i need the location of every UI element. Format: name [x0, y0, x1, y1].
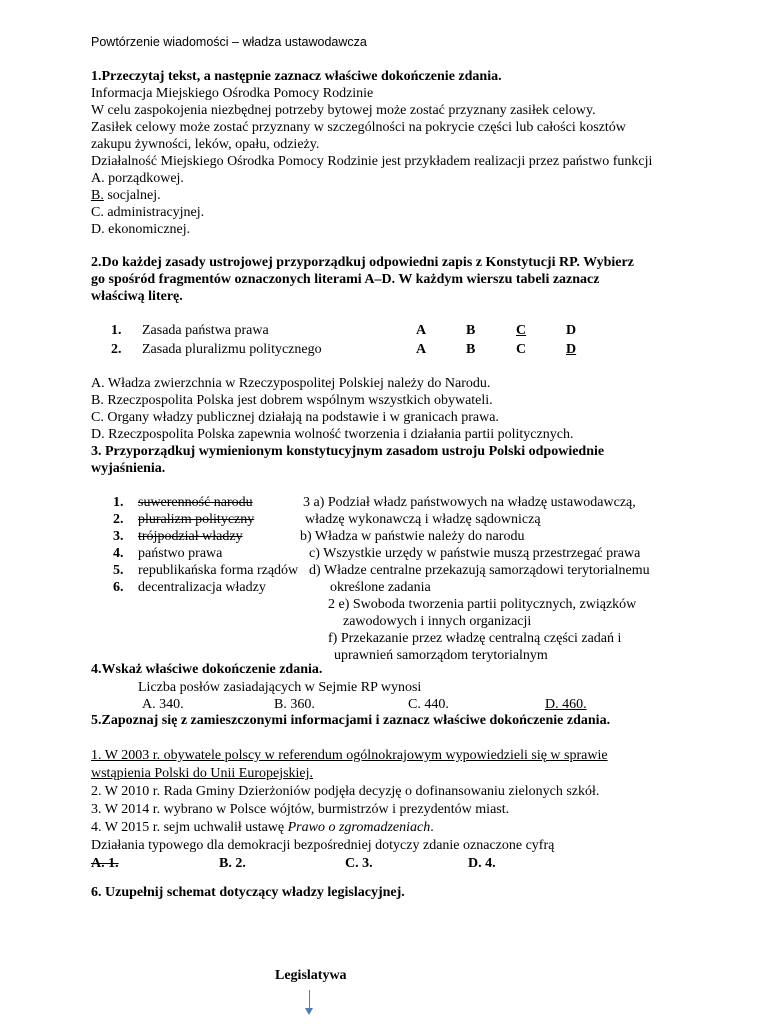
q4-option-b[interactable]: B. 360.: [274, 697, 315, 712]
q1-line: zakupu żywności, leków, opału, odzieży.: [91, 137, 320, 152]
q3-principle: republikańska forma rządów: [138, 563, 299, 578]
q2-fragment: A. Władza zwierzchnia w Rzeczypospolitej Polskiej należy do Narodu.: [91, 376, 491, 391]
q5-item: wstąpienia Polski do Unii Europejskiej.: [91, 766, 314, 781]
q3-principle: państwo prawa: [138, 546, 223, 561]
q2-row1-choice-b[interactable]: B: [466, 323, 476, 338]
q3-principle-number: 3.: [113, 529, 124, 544]
q3-principle-crossed: pluralizm polityczny: [138, 512, 255, 527]
q1-line: Informacja Miejskiego Ośrodka Pomocy Rodzinie: [91, 86, 374, 101]
q1-line: W celu zaspokojenia niezbędnej potrzeby bytowej może zostać przyznany zasiłek celowy.: [91, 103, 596, 118]
q1-line: Zasiłek celowy może zostać przyznany w szczególności na pokrycie części lub całości kosztów: [91, 120, 626, 135]
q2-row-number: 1.: [111, 323, 122, 338]
selected-answer-mark: B.: [91, 188, 104, 203]
q3-explanation: b) Władza w państwie należy do narodu: [300, 529, 525, 544]
q3-explanation: c) Wszystkie urzędy w państwie muszą przestrzegać prawa: [309, 546, 641, 561]
page-header: Powtórzenie wiadomości – władza ustawodawcza: [91, 35, 367, 49]
q5-option-a[interactable]: A. 1.: [91, 856, 119, 871]
q2-row1-choice-c[interactable]: C: [516, 323, 527, 338]
q1-option-a[interactable]: A. porządkowej.: [91, 171, 184, 186]
q3-principle-number: 2.: [113, 512, 124, 527]
diagram-label-legislature: Legislatywa: [275, 968, 347, 983]
q1-option-d[interactable]: D. ekonomicznej.: [91, 222, 191, 237]
q5-item: 3. W 2014 r. wybrano w Polsce wójtów, burmistrzów i prezydentów miast.: [91, 802, 510, 817]
q2-row2-choice-d[interactable]: D: [566, 342, 577, 357]
q2-row-principle: Zasada państwa prawa: [142, 323, 269, 338]
q3-principle-number: 4.: [113, 546, 124, 561]
q3-explanation: uprawnień samorządom terytorialnym: [334, 648, 548, 663]
q2-row2-choice-a[interactable]: A: [416, 342, 427, 357]
q3-explanation: władzę wykonawczą i władzę sądowniczą: [305, 512, 541, 527]
q3-principle-number: 6.: [113, 580, 124, 595]
q4-option-a[interactable]: A. 340.: [142, 697, 184, 712]
arrow-down-icon: [305, 1008, 313, 1015]
q4-stem: Liczba posłów zasiadających w Sejmie RP wynosi: [138, 680, 422, 695]
q2-fragment: B. Rzeczpospolita Polska jest dobrem wspólnym wszystkich obywateli.: [91, 393, 493, 408]
q3-explanation: d) Władze centralne przekazują samorządowi terytorialnemu: [309, 563, 650, 578]
q5-item: 4. W 2015 r. sejm uchwalił ustawę Prawo o zgromadzeniach.: [91, 820, 434, 835]
q3-explanation: f) Przekazanie przez władzę centralną części zadań i: [328, 631, 622, 646]
q2-row-principle: Zasada pluralizmu politycznego: [142, 342, 322, 357]
q2-row1-choice-a[interactable]: A: [416, 323, 427, 338]
q4-option-d[interactable]: D. 460.: [545, 697, 587, 712]
q5-item: 1. W 2003 r. obywatele polscy w referendum ogólnokrajowym wypowiedzieli się w sprawie: [91, 748, 608, 763]
q3-explanation: zawodowych i innych organizacji: [343, 614, 532, 629]
q2-row1-choice-d[interactable]: D: [566, 323, 577, 338]
q1-option-c[interactable]: C. administracyjnej.: [91, 205, 205, 220]
q3-explanation: 2 e) Swoboda tworzenia partii politycznych, związków: [328, 597, 637, 612]
q3-title-line: 3. Przyporządkuj wymienionym konstytucyjnym zasadom ustroju Polski odpowiednie: [91, 444, 605, 459]
q2-fragment: D. Rzeczpospolita Polska zapewnia wolność tworzenia i działania partii politycznych.: [91, 427, 574, 442]
q4-title: 4.Wskaż właściwe dokończenie zdania.: [91, 662, 323, 677]
q5-item: 2. W 2010 r. Rada Gminy Dzierżoniów podjęła decyzję o dofinansowaniu zielonych szkół.: [91, 784, 600, 799]
q2-row2-choice-b[interactable]: B: [466, 342, 476, 357]
q5-option-d[interactable]: D. 4.: [468, 856, 496, 871]
q3-principle-number: 5.: [113, 563, 124, 578]
q2-row2-choice-c[interactable]: C: [516, 342, 527, 357]
q1-line: Działalność Miejskiego Ośrodka Pomocy Rodzinie jest przykładem realizacji przez państwo funkcji: [91, 154, 653, 169]
q3-principle-crossed: trójpodział władzy: [138, 529, 243, 544]
q3-principle: decentralizacja władzy: [138, 580, 266, 595]
q2-title-line: 2.Do każdej zasady ustrojowej przyporządkuj odpowiedni zapis z Konstytucji RP. Wybierz: [91, 255, 634, 270]
q5-title: 5.Zapoznaj się z zamieszczonymi informacjami i zaznacz właściwe dokończenie zdania.: [91, 713, 611, 728]
q3-explanation: 3 a) Podział władz państwowych na władzę ustawodawczą,: [303, 495, 636, 510]
q2-fragment: C. Organy władzy publicznej działają na podstawie i w granicach prawa.: [91, 410, 499, 425]
q3-explanation: określone zadania: [330, 580, 431, 595]
q1-title: 1.Przeczytaj tekst, a następnie zaznacz właściwe dokończenie zdania.: [91, 69, 502, 84]
q4-option-c[interactable]: C. 440.: [408, 697, 449, 712]
q5-question: Działania typowego dla demokracji bezpośredniej dotyczy zdanie oznaczone cyfrą: [91, 838, 555, 853]
q3-title-line: wyjaśnienia.: [91, 461, 166, 476]
q3-principle-crossed: suwerenność narodu: [138, 495, 253, 510]
q2-title-line: właściwą literę.: [91, 289, 183, 304]
q5-option-b[interactable]: B. 2.: [219, 856, 246, 871]
q1-option-b[interactable]: B. socjalnej.: [91, 188, 161, 203]
q2-title-line: go spośród fragmentów oznaczonych literami A–D. W każdym wierszu tabeli zaznacz: [91, 272, 600, 287]
q5-option-c[interactable]: C. 3.: [345, 856, 373, 871]
q3-principle-number: 1.: [113, 495, 124, 510]
q6-title: 6. Uzupełnij schemat dotyczący władzy legislacyjnej.: [91, 885, 405, 900]
q2-row-number: 2.: [111, 342, 122, 357]
